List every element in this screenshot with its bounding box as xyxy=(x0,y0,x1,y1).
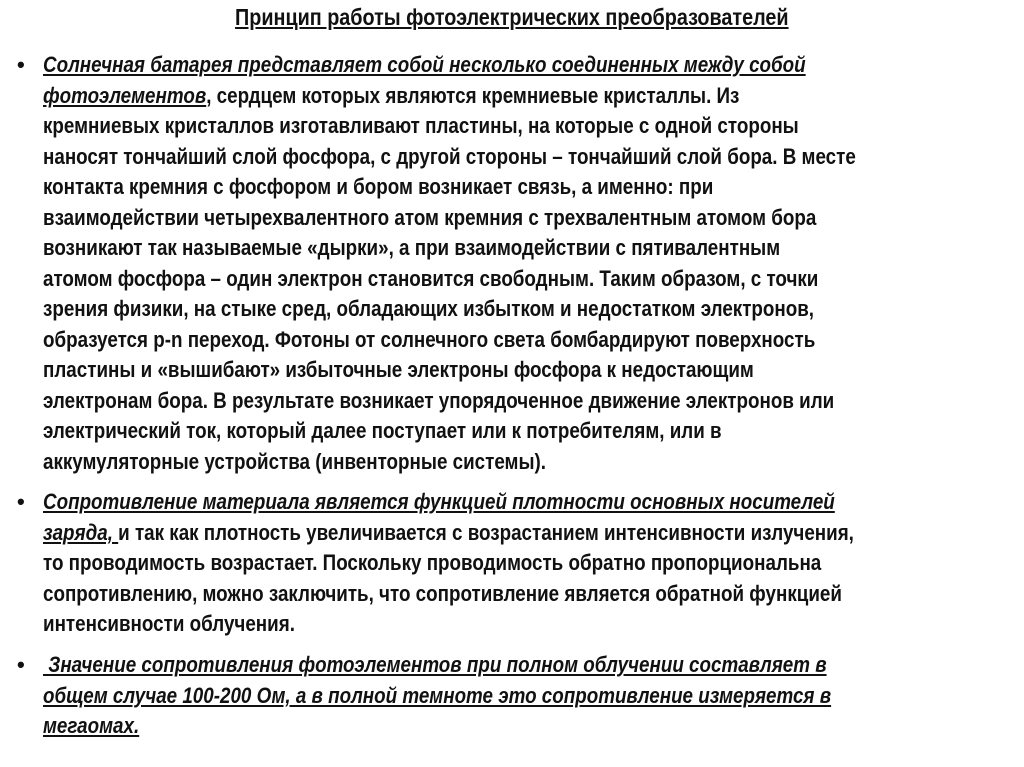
body-text: электрический ток, который далее поступает или к потребителям, или в xyxy=(43,418,722,443)
emphasized-text: Значение сопротивления фотоэлементов при полном облучении составляет в xyxy=(43,652,827,677)
body-text: кремниевых кристаллов изготавливают пластины, на которые с одной стороны xyxy=(43,113,799,138)
bullet-text xyxy=(43,487,991,640)
text-line xyxy=(43,142,856,173)
emphasized-text: мегаомах. xyxy=(43,713,140,738)
text-line xyxy=(43,355,856,386)
body-text: наносят тончайший слой фосфора, с другой стороны – тончайший слой бора. В месте xyxy=(43,143,856,169)
bullet-icon: • xyxy=(17,489,25,514)
text-line xyxy=(43,579,854,610)
body-text: интенсивности облучения. xyxy=(43,611,295,636)
text-line xyxy=(43,111,856,142)
body-text: контакта кремния с фосфором и бором возникает связь, а именно: при xyxy=(43,174,714,199)
text-line xyxy=(43,447,856,478)
bullet-icon: • xyxy=(17,52,25,77)
body-text: пластины и «вышибают» избыточные электроны фосфора к недостающим xyxy=(43,357,754,382)
body-text: и так как плотность увеличивается с возрастанием интенсивности излучения, xyxy=(118,519,854,545)
text-line xyxy=(43,50,856,81)
text-line xyxy=(43,416,856,447)
emphasized-text: Солнечная батарея представляет собой несколько соединенных между собой xyxy=(43,52,806,77)
bullet-text xyxy=(43,650,965,742)
text-line xyxy=(43,386,856,417)
body-text: образуется p-n переход. Фотоны от солнечного света бомбардируют поверхность xyxy=(43,326,816,352)
bullet-icon: • xyxy=(17,652,25,677)
emphasized-text: заряда, xyxy=(43,519,119,545)
text-line xyxy=(43,711,831,742)
text-line xyxy=(43,233,856,264)
text-line xyxy=(43,609,854,640)
body-text: возникают так называемые «дырки», а при взаимодействии с пятивалентным xyxy=(43,235,781,260)
slide-title: Принцип работы фотоэлектрических преобразователей xyxy=(235,4,789,30)
text-line xyxy=(43,203,856,234)
body-text: аккумуляторные устройства (инвенторные системы). xyxy=(43,448,547,474)
body-text: атомом фосфора – один электрон становится свободным. Таким образом, с точки xyxy=(43,265,819,291)
text-line xyxy=(43,681,831,712)
body-text: , сердцем которых являются кремниевые кристаллы. Из xyxy=(206,82,740,108)
text-line xyxy=(43,548,854,579)
body-text: взаимодействии четырехвалентного атом кремния с трехвалентным атомом бора xyxy=(43,204,817,230)
text-line xyxy=(43,325,856,356)
text-line xyxy=(43,487,854,518)
emphasized-text: фотоэлементов xyxy=(43,82,207,108)
body-text: сопротивлению, можно заключить, что сопротивление является обратной функцией xyxy=(43,580,842,606)
text-line xyxy=(43,650,831,681)
body-text: зрения физики, на стыке сред, обладающих избытком и недостатком электронов, xyxy=(43,296,815,321)
emphasized-text: общем случае 100-200 Ом, а в полной темноте это сопротивление измеряется в xyxy=(43,682,832,708)
emphasized-text: Сопротивление материала является функцией плотности основных носителей xyxy=(43,489,835,514)
text-line xyxy=(43,518,854,549)
text-line xyxy=(43,81,856,112)
text-line xyxy=(43,264,856,295)
body-text: то проводимость возрастает. Поскольку проводимость обратно пропорциональна xyxy=(43,550,822,575)
body-text: электронам бора. В результате возникает упорядоченное движение электронов или xyxy=(43,387,835,413)
text-line xyxy=(43,172,856,203)
text-line xyxy=(43,294,856,325)
bullet-text xyxy=(43,50,994,477)
